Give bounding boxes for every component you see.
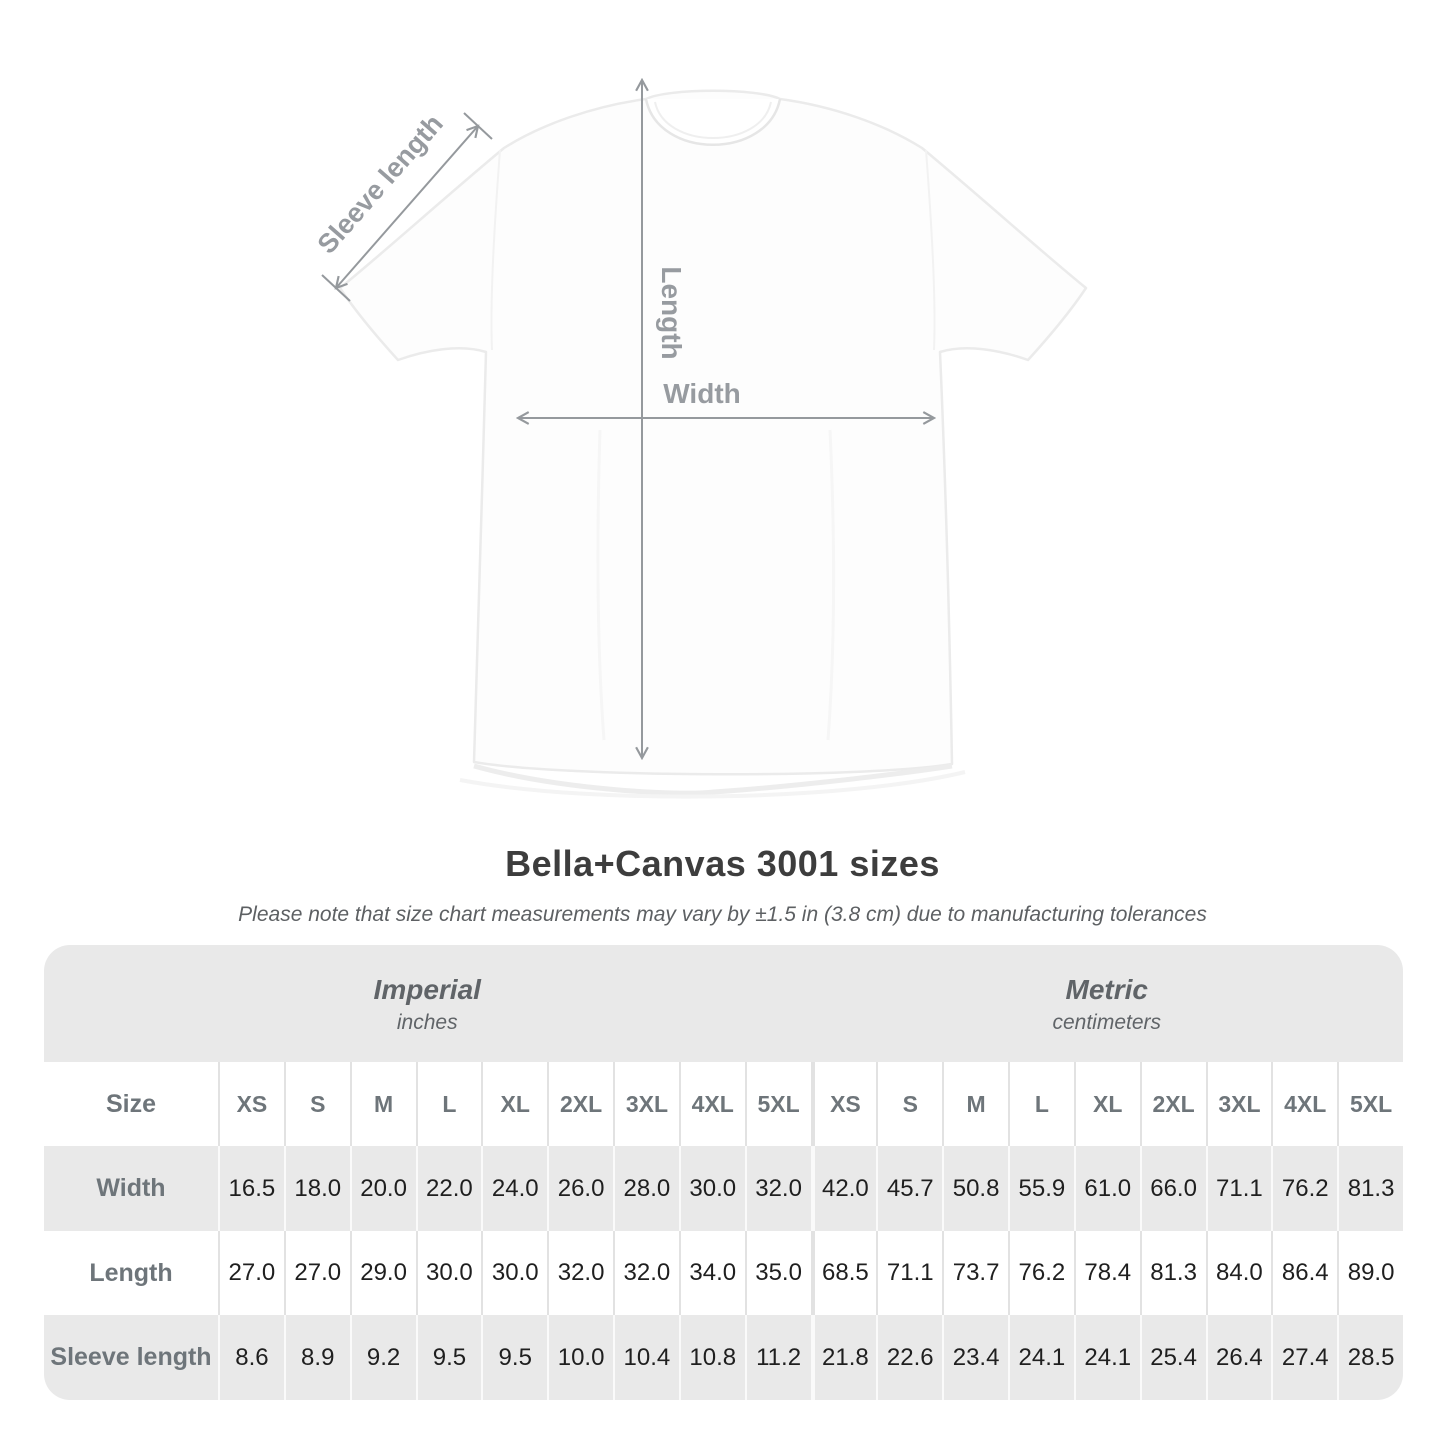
- row-label: Width: [44, 1146, 218, 1231]
- length-label: Length: [656, 266, 687, 360]
- table-cell: 34.0: [679, 1231, 745, 1315]
- table-cell: 76.2: [1271, 1146, 1337, 1231]
- size-header-imperial-s: S: [284, 1062, 350, 1146]
- table-cell: 29.0: [350, 1231, 416, 1315]
- table-cell: 26.4: [1206, 1315, 1272, 1400]
- size-chart-table: [44, 945, 1403, 1400]
- table-cell: 66.0: [1140, 1146, 1206, 1231]
- size-header-metric-xs: XS: [811, 1062, 877, 1146]
- table-cell: 71.1: [1206, 1146, 1272, 1231]
- size-header-imperial-5xl: 5XL: [745, 1062, 811, 1146]
- table-cell: 45.7: [876, 1146, 942, 1231]
- table-cell: 8.9: [284, 1315, 350, 1400]
- table-cell: 32.0: [613, 1231, 679, 1315]
- width-label: Width: [663, 378, 741, 409]
- size-header-metric-l: L: [1008, 1062, 1074, 1146]
- size-header-metric-4xl: 4XL: [1271, 1062, 1337, 1146]
- table-cell: 28.0: [613, 1146, 679, 1231]
- size-header-imperial-xl: XL: [481, 1062, 547, 1146]
- size-header-metric-xl: XL: [1074, 1062, 1140, 1146]
- table-cell: 84.0: [1206, 1231, 1272, 1315]
- size-header-imperial-l: L: [416, 1062, 482, 1146]
- table-cell: 28.5: [1337, 1315, 1403, 1400]
- table-cell: 24.1: [1008, 1315, 1074, 1400]
- table-cell: 9.5: [416, 1315, 482, 1400]
- table-cell: 24.1: [1074, 1315, 1140, 1400]
- table-cell: 27.0: [218, 1231, 284, 1315]
- imperial-unit: inches: [396, 1010, 458, 1034]
- table-cell: 81.3: [1140, 1231, 1206, 1315]
- table-cell: 24.0: [481, 1146, 547, 1231]
- table-cell: 32.0: [745, 1146, 811, 1231]
- table-cell: 20.0: [350, 1146, 416, 1231]
- table-cell: 78.4: [1074, 1231, 1140, 1315]
- size-header-metric-s: S: [876, 1062, 942, 1146]
- metric-group-header: [811, 945, 1404, 1062]
- table-cell: 30.0: [416, 1231, 482, 1315]
- table-cell: 18.0: [284, 1146, 350, 1231]
- table-cell: 22.0: [416, 1146, 482, 1231]
- table-cell: 9.5: [481, 1315, 547, 1400]
- table-cell: 10.4: [613, 1315, 679, 1400]
- table-cell: 81.3: [1337, 1146, 1403, 1231]
- table-cell: 26.0: [547, 1146, 613, 1231]
- page-title: Bella+Canvas 3001 sizes: [505, 843, 940, 884]
- row-label: Length: [44, 1231, 218, 1315]
- table-cell: 73.7: [942, 1231, 1008, 1315]
- table-cell: 35.0: [745, 1231, 811, 1315]
- size-header-imperial-4xl: 4XL: [679, 1062, 745, 1146]
- size-header-imperial-2xl: 2XL: [547, 1062, 613, 1146]
- size-header-imperial-m: M: [350, 1062, 416, 1146]
- table-cell: 11.2: [745, 1315, 811, 1400]
- tshirt-graphic: [340, 91, 1086, 797]
- table-cell: 10.8: [679, 1315, 745, 1400]
- table-cell: 68.5: [811, 1231, 877, 1315]
- table-cell: 55.9: [1008, 1146, 1074, 1231]
- imperial-label: Imperial: [373, 973, 481, 1005]
- table-cell: 30.0: [481, 1231, 547, 1315]
- table-cell: 71.1: [876, 1231, 942, 1315]
- table-cell: 27.0: [284, 1231, 350, 1315]
- table-cell: 9.2: [350, 1315, 416, 1400]
- size-header-metric-m: M: [942, 1062, 1008, 1146]
- table-cell: 27.4: [1271, 1315, 1337, 1400]
- table-cell: 76.2: [1008, 1231, 1074, 1315]
- size-header-imperial-xs: XS: [218, 1062, 284, 1146]
- table-cell: 16.5: [218, 1146, 284, 1231]
- metric-label: Metric: [1065, 973, 1148, 1005]
- table-cell: 86.4: [1271, 1231, 1337, 1315]
- table-cell: 42.0: [811, 1146, 877, 1231]
- table-cell: 22.6: [876, 1315, 942, 1400]
- table-cell: 32.0: [547, 1231, 613, 1315]
- table-cell: 89.0: [1337, 1231, 1403, 1315]
- table-cell: 61.0: [1074, 1146, 1140, 1231]
- size-column-header: Size: [44, 1062, 218, 1146]
- table-cell: 30.0: [679, 1146, 745, 1231]
- metric-unit: centimeters: [1052, 1010, 1162, 1034]
- sleeve-length-label: Sleeve length: [311, 108, 449, 260]
- table-cell: 23.4: [942, 1315, 1008, 1400]
- table-cell: 8.6: [218, 1315, 284, 1400]
- size-header-imperial-3xl: 3XL: [613, 1062, 679, 1146]
- row-label: Sleeve length: [44, 1315, 218, 1400]
- table-cell: 50.8: [942, 1146, 1008, 1231]
- size-header-metric-3xl: 3XL: [1206, 1062, 1272, 1146]
- table-cell: 10.0: [547, 1315, 613, 1400]
- table-cell: 21.8: [811, 1315, 877, 1400]
- size-header-metric-2xl: 2XL: [1140, 1062, 1206, 1146]
- size-header-metric-5xl: 5XL: [1337, 1062, 1403, 1146]
- imperial-group-header: [44, 945, 811, 1062]
- tolerance-note: Please note that size chart measurements may vary by ±1.5 in (3.8 cm) due to manufacturing tolerances: [238, 903, 1207, 926]
- table-cell: 25.4: [1140, 1315, 1206, 1400]
